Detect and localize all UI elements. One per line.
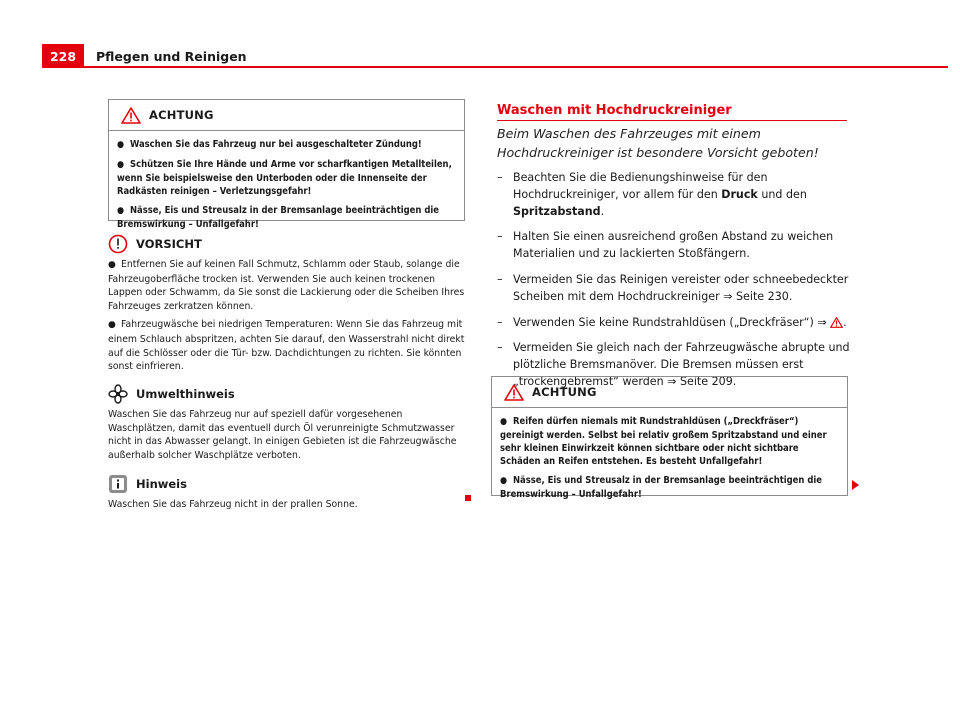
vorsicht-header bbox=[108, 234, 472, 254]
achtung-box-right bbox=[491, 376, 848, 500]
list-item: – Vermeiden Sie das Reinigen vereister oder schneebedeckter Scheiben mit dem Hochdruckreiniger ⇒ Seite 230. bbox=[497, 272, 849, 303]
umwelt-text: Waschen Sie das Fahrzeug nur auf speziell dafür vorgesehenen Waschplätzen, damit das eventuell durch Öl verunreinigte Schmutzwasser nicht in das Abwasser gelangt. In einigen Gebieten ist die Fahrzeugwäsche außerhalb solcher Waschplätze verboten. bbox=[108, 409, 457, 461]
continue-arrow-icon bbox=[852, 480, 859, 490]
page-header bbox=[0, 44, 948, 68]
umwelt-title: Umwelthinweis bbox=[136, 387, 235, 401]
chapter-title: Pflegen und Reinigen bbox=[96, 49, 247, 64]
achtung-header bbox=[492, 377, 847, 408]
page-number: 228 bbox=[42, 44, 84, 68]
achtung-header bbox=[109, 100, 464, 131]
info-icon bbox=[108, 474, 128, 494]
list-item: – Verwenden Sie keine Rundstrahldüsen („Dreckfräser“) ⇒ . bbox=[497, 315, 847, 329]
list-item: – Halten Sie einen ausreichend großen Abstand zu weichen Materialien und zu lackierten Stoßfängern. bbox=[497, 230, 834, 261]
vorsicht-item: ● Entfernen Sie auf keinen Fall Schmutz, Schlamm oder Staub, solange die Fahrzeugoberfläche trocken ist. Verwenden Sie auch keinen trockenen Lappen oder Schwamm, da Sie sonst die Lackierung oder die Scheiben Ihres Fahrzeuges zerkratzen können. bbox=[108, 259, 465, 312]
flower-icon bbox=[108, 384, 128, 404]
umwelt-section bbox=[108, 384, 472, 467]
umwelt-header bbox=[108, 384, 472, 404]
vorsicht-section bbox=[108, 234, 472, 379]
instruction-list bbox=[497, 170, 851, 400]
achtung-item: ● Nässe, Eis und Streusalz in der Bremsanlage beeinträchtigen die Bremswirkung – Unfallgefahr! bbox=[117, 205, 439, 230]
achtung-box-left bbox=[108, 99, 465, 230]
achtung-item: ● Reifen dürfen niemals mit Rundstrahldüsen („Dreckfräser“) gereinigt werden. Selbst bei relativ großem Spritzabstand und einer sehr kleinen Einwirkzeit können sichtbare oder nicht sichtbare Schäden an Reifen entstehen. Es besteht Unfallgefahr! bbox=[500, 416, 827, 467]
hinweis-section bbox=[108, 474, 472, 517]
warning-triangle-icon bbox=[504, 384, 524, 401]
warning-triangle-icon bbox=[121, 107, 141, 124]
list-item: – Vermeiden Sie gleich nach der Fahrzeugwäsche abrupte und plötzliche Bremsmanöver. Die Bremsen müssen erst „trockengebremst“ werden ⇒ Seite 209. bbox=[497, 341, 850, 388]
caution-circle-icon bbox=[108, 234, 128, 254]
section-title: Waschen mit Hochdruckreiniger bbox=[497, 99, 847, 121]
achtung-title: ACHTUNG bbox=[532, 385, 597, 399]
achtung-item: ● Waschen Sie das Fahrzeug nur bei ausgeschalteter Zündung! bbox=[117, 139, 422, 150]
achtung-title: ACHTUNG bbox=[149, 108, 214, 122]
vorsicht-item: ● Fahrzeugwäsche bei niedrigen Temperaturen: Wenn Sie das Fahrzeug mit einem Schlauch abspritzen, achten Sie darauf, den Wasserstrahl nicht direkt auf die Schlösser oder die Tür- bzw. Dachdichtungen zu richten. Sie könnten sonst einfrieren. bbox=[108, 319, 465, 373]
hinweis-header bbox=[108, 474, 472, 494]
hinweis-title: Hinweis bbox=[136, 477, 187, 491]
header-rule bbox=[84, 66, 948, 68]
achtung-item: ● Schützen Sie Ihre Hände und Arme vor scharfkantigen Metallteilen, wenn Sie beispielsweise den Unterboden oder die Innenseite der Radkästen reinigen – Verletzungsgefahr! bbox=[117, 159, 452, 197]
warning-triangle-icon bbox=[830, 317, 843, 328]
hinweis-text: Waschen Sie das Fahrzeug nicht in der prallen Sonne. bbox=[108, 499, 358, 510]
vorsicht-title: VORSICHT bbox=[136, 237, 202, 251]
section-end-marker bbox=[465, 495, 471, 501]
section-intro: Beim Waschen des Fahrzeuges mit einem Hochdruckreiniger ist besondere Vorsicht geboten! bbox=[497, 126, 819, 160]
list-item: – Beachten Sie die Bedienungshinweise für den Hochdruckreiniger, vor allem für den Druck und den Spritzabstand. bbox=[497, 171, 807, 218]
achtung-item: ● Nässe, Eis und Streusalz in der Bremsanlage beeinträchtigen die Bremswirkung – Unfallgefahr! bbox=[500, 475, 822, 500]
